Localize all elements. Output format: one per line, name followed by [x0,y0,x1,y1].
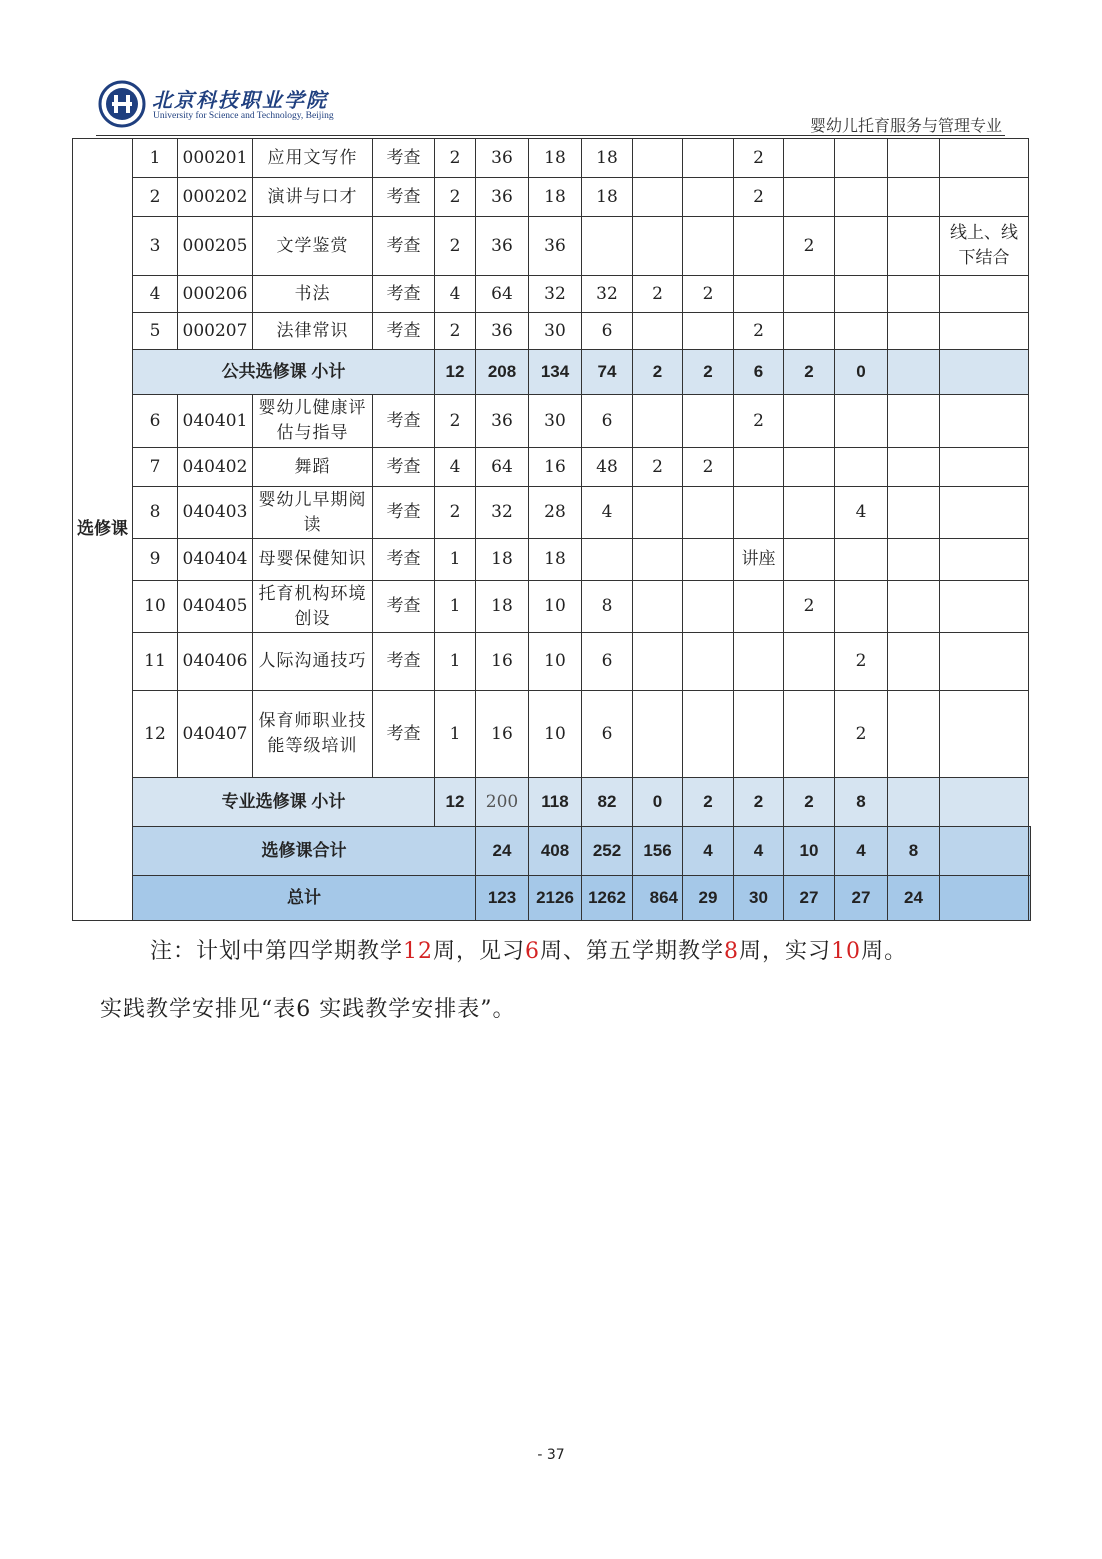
table-cell: 10 [529,633,582,691]
table-cell [633,313,683,350]
table-cell [888,350,940,395]
table-cell: 婴幼儿早期阅读 [253,487,373,539]
table-cell: 2 [784,350,835,395]
table-cell: 2 [835,633,888,691]
table-cell: 7 [133,448,178,487]
table-cell [888,581,940,633]
table-cell: 18 [529,539,582,581]
table-cell: 64 [476,448,529,487]
table-cell: 考查 [373,139,435,178]
table-cell: 考查 [373,395,435,448]
table-cell [734,448,784,487]
table-cell: 040404 [178,539,253,581]
table-cell: 4 [734,827,784,876]
header-divider [96,135,1005,136]
table-cell: 000206 [178,276,253,313]
table-cell [683,217,734,276]
table-cell [633,395,683,448]
note-line-2: 实践教学安排见“表6 实践教学安排表”。 [100,997,516,1022]
table-cell [784,395,835,448]
table-cell: 74 [582,350,633,395]
note-line-1: 注：计划中第四学期教学12周，见习6周、第五学期教学8周，实习10周。 [150,939,908,964]
table-cell: 040401 [178,395,253,448]
table-cell: 2 [734,395,784,448]
table-cell [683,691,734,778]
table-cell: 8 [888,827,940,876]
table-cell [888,276,940,313]
table-cell [683,178,734,217]
table-cell [940,395,1029,448]
table-cell: 000205 [178,217,253,276]
table-row [73,487,1031,539]
table-cell: 考查 [373,313,435,350]
table-cell: 408 [529,827,582,876]
table-cell [734,217,784,276]
table-cell [784,139,835,178]
table-cell: 27 [784,876,835,921]
table-cell: 30 [529,313,582,350]
table-cell: 托育机构环境创设 [253,581,373,633]
table-cell: 4 [835,827,888,876]
table-cell: 4 [835,487,888,539]
table-cell [784,633,835,691]
table-cell: 2126 [529,876,582,921]
table-cell: 8 [835,778,888,827]
table-cell [940,778,1029,827]
table-cell [784,691,835,778]
table-cell [835,313,888,350]
table-cell [633,581,683,633]
table-cell [940,581,1029,633]
table-cell: 线上、线下结合 [940,217,1029,276]
table-cell [940,876,1029,921]
table-cell: 书法 [253,276,373,313]
table-cell: 32 [582,276,633,313]
table-cell: 4 [133,276,178,313]
table-cell: 4 [435,276,476,313]
table-cell: 040406 [178,633,253,691]
table-cell [835,539,888,581]
table-cell: 118 [529,778,582,827]
table-cell: 30 [529,395,582,448]
table-cell: 16 [476,691,529,778]
course-plan-table [72,138,1031,921]
table-row [73,395,1031,448]
university-seal-icon [98,80,146,128]
table-cell [940,539,1029,581]
table-cell: 11 [133,633,178,691]
table-row [73,217,1031,276]
table-cell [683,633,734,691]
category-cell: 选修课 [73,139,133,921]
table-cell [940,487,1029,539]
table-cell: 24 [888,876,940,921]
table-cell [940,178,1029,217]
table-cell: 6 [133,395,178,448]
table-cell: 2 [435,313,476,350]
table-cell: 32 [529,276,582,313]
table-cell: 2 [633,276,683,313]
table-row [73,178,1031,217]
table-cell: 6 [582,313,633,350]
table-cell: 2 [734,313,784,350]
table-cell: 82 [582,778,633,827]
table-cell: 16 [476,633,529,691]
table-cell: 2 [683,276,734,313]
table-cell: 134 [529,350,582,395]
table-cell [940,691,1029,778]
table-cell [784,276,835,313]
table-cell: 208 [476,350,529,395]
table-cell: 10 [529,581,582,633]
table-cell: 应用文写作 [253,139,373,178]
table-cell: 母婴保健知识 [253,539,373,581]
table-cell [888,217,940,276]
table-cell [888,395,940,448]
table-cell: 1 [435,691,476,778]
table-cell [888,487,940,539]
table-cell: 考查 [373,276,435,313]
university-name-en: University for Science and Technology, Beijing [153,111,334,121]
table-cell [1029,876,1031,921]
table-cell [888,139,940,178]
table-cell: 4 [435,448,476,487]
table-cell: 4 [683,827,734,876]
table-cell [888,178,940,217]
table-cell: 18 [582,139,633,178]
table-cell [683,395,734,448]
table-cell [683,539,734,581]
table-cell: 2 [435,178,476,217]
table-cell: 9 [133,539,178,581]
table-cell: 27 [835,876,888,921]
table-cell [835,581,888,633]
table-cell: 864 [633,876,683,921]
table-row [73,691,1031,778]
table-cell: 040405 [178,581,253,633]
table-cell: 18 [582,178,633,217]
table-cell: 36 [476,395,529,448]
table-cell [784,487,835,539]
table-cell: 48 [582,448,633,487]
table-cell: 演讲与口才 [253,178,373,217]
table-cell: 30 [734,876,784,921]
table-cell [633,178,683,217]
table-cell [888,448,940,487]
table-cell: 考查 [373,487,435,539]
table-cell: 28 [529,487,582,539]
table-cell: 18 [476,581,529,633]
table-cell: 考查 [373,539,435,581]
table-cell: 人际沟通技巧 [253,633,373,691]
table-cell [940,448,1029,487]
table-cell: 2 [435,487,476,539]
table-cell: 保育师职业技能等级培训 [253,691,373,778]
table-cell [734,276,784,313]
table-cell: 12 [435,778,476,827]
table-cell: 16 [529,448,582,487]
table-row [73,313,1031,350]
table-cell: 2 [835,691,888,778]
table-cell: 1 [435,539,476,581]
table-cell [784,313,835,350]
table-cell: 考查 [373,217,435,276]
table-cell: 2 [633,448,683,487]
table-cell [683,313,734,350]
table-cell: 婴幼儿健康评估与指导 [253,395,373,448]
table-cell: 2 [683,350,734,395]
table-cell: 考查 [373,581,435,633]
table-cell [888,691,940,778]
table-cell [835,448,888,487]
table-cell: 2 [435,217,476,276]
table-cell [734,633,784,691]
table-cell: 1 [435,633,476,691]
table-cell: 29 [683,876,734,921]
table-cell [784,178,835,217]
table-cell [940,350,1029,395]
table-cell [633,487,683,539]
table-cell: 5 [133,313,178,350]
table-cell: 12 [435,350,476,395]
table-cell [633,633,683,691]
table-cell: 2 [784,217,835,276]
major-title: 婴幼儿托育服务与管理专业 [809,116,1002,135]
table-cell: 专业选修课 小计 [133,778,435,827]
table-cell [734,581,784,633]
table-cell [940,276,1029,313]
table-cell: 考查 [373,691,435,778]
table-cell: 2 [435,139,476,178]
table-cell: 18 [476,539,529,581]
table-cell: 2 [133,178,178,217]
table-cell [784,539,835,581]
table-cell: 2 [633,350,683,395]
table-cell: 156 [633,827,683,876]
table-row [73,448,1031,487]
table-cell: 讲座 [734,539,784,581]
public-subtotal-row [73,350,1031,395]
table-cell: 24 [476,827,529,876]
table-cell [835,217,888,276]
table-cell: 2 [683,778,734,827]
table-cell: 36 [529,217,582,276]
table-cell: 文学鉴赏 [253,217,373,276]
table-cell: 2 [435,395,476,448]
table-cell: 36 [476,313,529,350]
table-cell [633,139,683,178]
table-cell [888,313,940,350]
table-cell: 2 [734,178,784,217]
table-cell [633,217,683,276]
table-cell: 2 [734,778,784,827]
table-cell: 040402 [178,448,253,487]
table-cell: 10 [529,691,582,778]
table-cell: 8 [133,487,178,539]
table-cell [835,395,888,448]
table-cell: 6 [582,691,633,778]
table-cell: 1 [133,139,178,178]
table-cell: 3 [133,217,178,276]
table-cell [888,539,940,581]
table-cell: 18 [529,139,582,178]
table-cell [784,448,835,487]
table-cell: 6 [582,633,633,691]
table-cell: 32 [476,487,529,539]
table-cell: 10 [784,827,835,876]
table-row [73,539,1031,581]
table-row [73,581,1031,633]
grand-total-row [73,876,1031,921]
table-cell: 考查 [373,448,435,487]
page-number: - 37 [537,1447,565,1463]
table-cell: 总计 [133,876,476,921]
table-cell [940,827,1029,876]
table-cell: 2 [784,581,835,633]
table-cell: 2 [784,778,835,827]
table-cell: 040403 [178,487,253,539]
table-cell: 200 [476,778,529,827]
university-name-cn: 北京科技职业学院 [152,88,328,112]
table-cell [734,691,784,778]
table-cell [633,691,683,778]
table-cell [683,139,734,178]
table-cell: 10 [133,581,178,633]
table-cell: 12 [133,691,178,778]
table-cell: 2 [683,448,734,487]
table-cell: 6 [582,395,633,448]
table-cell: 36 [476,178,529,217]
table-cell [582,539,633,581]
table-cell: 1262 [582,876,633,921]
table-cell: 1 [435,581,476,633]
table-cell: 法律常识 [253,313,373,350]
table-cell: 考查 [373,178,435,217]
table-cell [888,778,940,827]
table-cell: 000207 [178,313,253,350]
table-cell [1029,827,1031,876]
table-cell: 36 [476,217,529,276]
table-cell: 0 [835,350,888,395]
table-cell: 4 [582,487,633,539]
table-cell [683,487,734,539]
table-cell: 2 [734,139,784,178]
table-cell: 36 [476,139,529,178]
table-cell [683,581,734,633]
table-row [73,139,1031,178]
table-cell: 040407 [178,691,253,778]
table-cell: 6 [734,350,784,395]
table-cell [940,633,1029,691]
table-cell: 选修课合计 [133,827,476,876]
table-cell: 18 [529,178,582,217]
table-cell: 64 [476,276,529,313]
table-row [73,633,1031,691]
table-cell [734,487,784,539]
table-cell: 0 [633,778,683,827]
table-cell: 000202 [178,178,253,217]
table-cell [940,139,1029,178]
table-cell: 123 [476,876,529,921]
table-row [73,276,1031,313]
elective-total-row [73,827,1031,876]
table-cell: 舞蹈 [253,448,373,487]
table-cell: 公共选修课 小计 [133,350,435,395]
table-cell [582,217,633,276]
table-cell [633,539,683,581]
table-cell [835,276,888,313]
table-cell: 8 [582,581,633,633]
major-subtotal-row [73,778,1031,827]
table-cell [835,178,888,217]
table-cell: 252 [582,827,633,876]
table-cell [888,633,940,691]
table-cell: 考查 [373,633,435,691]
table-cell [835,139,888,178]
table-cell: 000201 [178,139,253,178]
table-cell [940,313,1029,350]
